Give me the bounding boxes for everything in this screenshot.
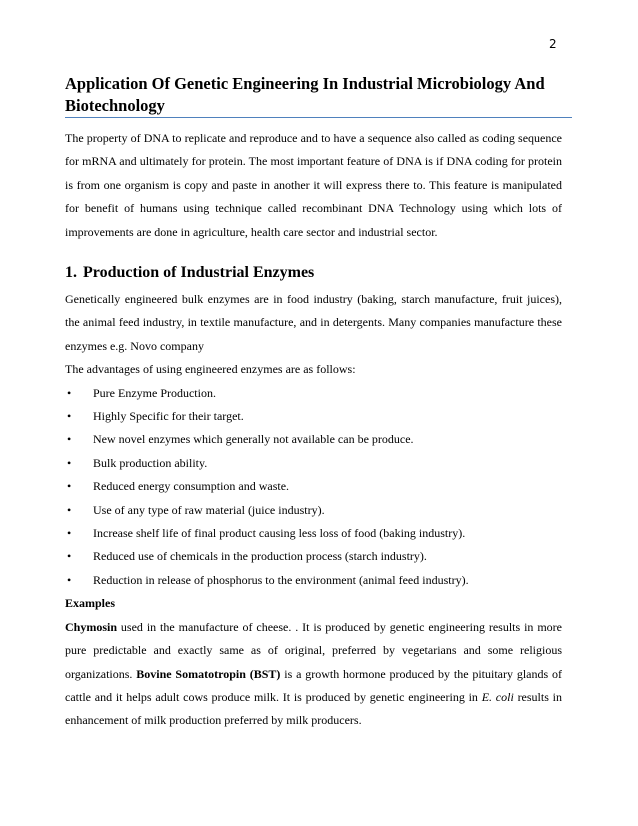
list-item — [65, 475, 562, 498]
section-number: 1. — [65, 264, 77, 281]
list-item-text: Reduction in release of phosphorus to the environment (animal feed industry). — [93, 572, 469, 587]
bullet-icon: • — [67, 479, 72, 494]
document-title: Application Of Genetic Engineering In Industrial Microbiology And Biotechnology — [65, 74, 545, 115]
bullet-icon: • — [67, 526, 72, 541]
section-paragraph: Genetically engineered bulk enzymes are in food industry (baking, starch manufacture, fruit juices), the animal feed industry, in textile manufacture, and in detergents. Many companies manufacture these enzymes e.g. Novo company — [65, 292, 562, 353]
list-item-text: Use of any type of raw material (juice industry). — [93, 502, 325, 517]
list-item — [65, 405, 562, 428]
examples-text-1: used in the manufacture of cheese. . It is produced by genetic engineering results in more pure predictable and exactly same as of original, preferred by vegetarians and some religious organizations. — [65, 619, 562, 681]
list-item-text: Increase shelf life of final product causing less loss of food (baking industry). — [93, 526, 466, 541]
list-item-text: Reduced use of chemicals in the production process (starch industry). — [93, 549, 427, 564]
page-number: 2 — [549, 37, 557, 51]
bullet-icon: • — [67, 455, 72, 470]
list-item — [65, 569, 562, 592]
list-item-text: New novel enzymes which generally not available can be produce. — [93, 432, 414, 447]
chymosin-term: Chymosin — [65, 619, 118, 634]
bst-term: Bovine Somatotropin (BST) — [136, 666, 281, 681]
list-item — [65, 499, 562, 522]
advantages-list — [65, 382, 562, 593]
list-item — [65, 428, 562, 451]
examples-paragraph — [65, 616, 562, 733]
section-heading — [65, 262, 562, 284]
section-title: Production of Industrial Enzymes — [83, 264, 315, 281]
advantages-intro: The advantages of using engineered enzymes are as follows: — [65, 362, 356, 377]
bullet-icon: • — [67, 549, 72, 564]
examples-heading: Examples — [65, 596, 116, 611]
title-underline — [65, 117, 572, 118]
list-item-text: Bulk production ability. — [93, 455, 208, 470]
list-item-text: Pure Enzyme Production. — [93, 385, 216, 400]
bullet-icon: • — [67, 409, 72, 424]
list-item-text: Reduced energy consumption and waste. — [93, 479, 290, 494]
list-item — [65, 545, 562, 568]
intro-paragraph: The property of DNA to replicate and reproduce and to have a sequence also called as coding sequence for mRNA and ultimately for protein. The most important feature of DNA is if DNA coding for protein is from one organism is copy and paste in another it will express there to. This feature is manipulated for benefit of humans using technique called recombinant DNA Technology using which lots of improvements are done in agriculture, health care sector and industrial sector. — [65, 131, 562, 239]
bullet-icon: • — [67, 385, 72, 400]
organism-name: E. coli — [481, 689, 514, 704]
list-item — [65, 452, 562, 475]
examples-text-2: is a growth hormone produced by the pituitary glands of cattle and it helps adult cows produce milk. It is produced by genetic engineering in — [65, 666, 562, 704]
list-item — [65, 522, 562, 545]
bullet-icon: • — [67, 432, 72, 447]
section-production-enzymes — [65, 262, 562, 733]
list-item — [65, 382, 562, 405]
examples-text-3: results in enhancement of milk production preferred by milk producers. — [65, 689, 562, 728]
list-item-text: Highly Specific for their target. — [93, 409, 244, 424]
bullet-icon: • — [67, 502, 72, 517]
bullet-icon: • — [67, 572, 72, 587]
